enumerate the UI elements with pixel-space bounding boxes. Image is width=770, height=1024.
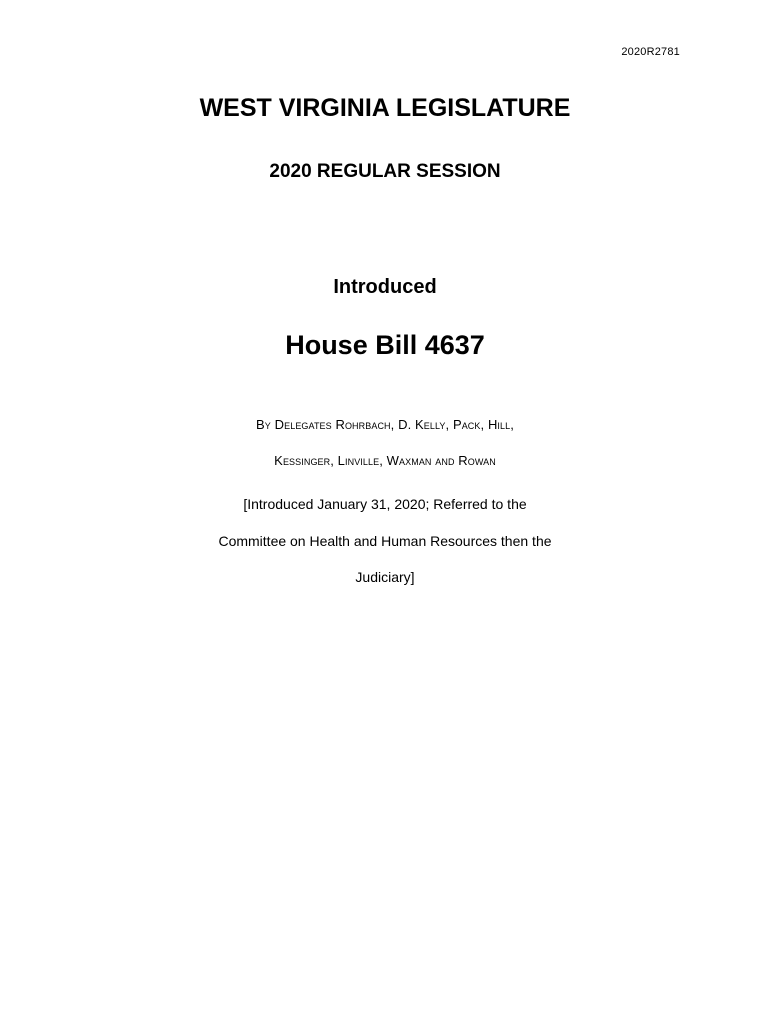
introduction-line: [Introduced January 31, 2020; Referred to the xyxy=(243,496,527,512)
sponsors-line: By Delegates Rohrbach, D. Kelly, Pack, Hill, xyxy=(256,417,514,432)
introduction-line: Judiciary] xyxy=(355,569,415,585)
sponsors-line: Kessinger, Linville, Waxman and Rowan xyxy=(274,453,496,468)
bill-code: 2020R2781 xyxy=(621,46,680,58)
bill-title: House Bill 4637 xyxy=(285,330,485,360)
session-heading: 2020 REGULAR SESSION xyxy=(269,161,501,182)
legislature-heading: WEST VIRGINIA LEGISLATURE xyxy=(199,94,571,122)
introduction-line: Committee on Health and Human Resources then the xyxy=(218,533,552,549)
bill-status: Introduced xyxy=(333,276,437,298)
